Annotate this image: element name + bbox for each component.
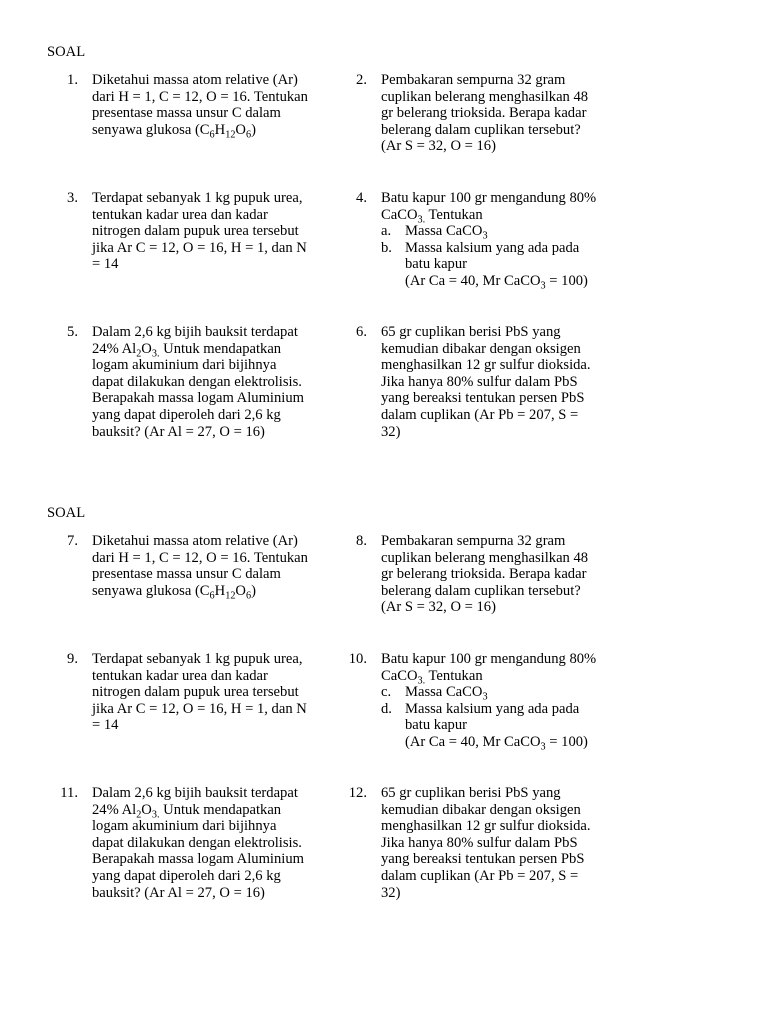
question-line: Berapakah massa logam Aluminium <box>92 390 304 407</box>
question-line: (Ar S = 32, O = 16) <box>381 138 496 155</box>
question-number: 3. <box>67 190 78 206</box>
question-text <box>92 190 345 273</box>
question-line: nitrogen dalam pupuk urea tersebut <box>92 223 299 240</box>
question-line: Batu kapur 100 gr mengandung 80% <box>381 190 597 206</box>
question-line: 32) <box>381 884 401 901</box>
sub-question-line: Massa kalsium yang ada pada <box>405 700 580 717</box>
question-line: kemudian dibakar dengan oksigen <box>381 340 581 357</box>
question-line: presentase massa unsur C dalam <box>92 566 281 583</box>
question-line: belerang dalam cuplikan tersebut? <box>381 121 581 138</box>
sub-question-line: Massa kalsium yang ada pada <box>405 239 580 256</box>
question-line: = 14 <box>92 717 119 734</box>
question-line: dalam cuplikan (Ar Pb = 207, S = <box>381 867 579 884</box>
question-line: logam akuminium dari bijihnya <box>92 357 277 374</box>
sub-question-line: batu kapur <box>405 256 468 273</box>
question-line: yang dapat diperoleh dari 2,6 kg <box>92 406 281 423</box>
question-line: 32) <box>381 423 401 440</box>
question-line: menghasilkan 12 gr sulfur dioksida. <box>381 818 591 835</box>
question-line: tentukan kadar urea dan kadar <box>92 206 268 223</box>
section-heading: SOAL <box>47 44 86 60</box>
question-text <box>92 533 345 602</box>
question-line: bauksit? (Ar Al = 27, O = 16) <box>92 423 265 440</box>
question-line: belerang dalam cuplikan tersebut? <box>381 582 581 599</box>
question-text <box>381 651 634 751</box>
question-line: Diketahui massa atom relative (Ar) <box>92 533 298 549</box>
question-line: Dalam 2,6 kg bijih bauksit terdapat <box>92 785 298 801</box>
question-line: yang dapat diperoleh dari 2,6 kg <box>92 867 281 884</box>
question-line: bauksit? (Ar Al = 27, O = 16) <box>92 884 265 901</box>
question-line: Terdapat sebanyak 1 kg pupuk urea, <box>92 651 303 667</box>
question-text <box>381 324 634 440</box>
question-line: CaCO$_{3.}$ Tentukan <box>381 206 483 226</box>
question-line: kemudian dibakar dengan oksigen <box>381 801 581 818</box>
question-line: menghasilkan 12 gr sulfur dioksida. <box>381 357 591 374</box>
question-line: dari H = 1, C = 12, O = 16. Tentukan <box>92 549 308 566</box>
question-line: tentukan kadar urea dan kadar <box>92 667 268 684</box>
question-line: cuplikan belerang menghasilkan 48 <box>381 88 589 105</box>
question-line: (Ar S = 32, O = 16) <box>381 599 496 616</box>
question-line: 65 gr cuplikan berisi PbS yang <box>381 324 561 340</box>
question-text <box>92 785 345 901</box>
sub-question-letter: b. <box>381 239 392 256</box>
question-note: (Ar Ca = 40, Mr CaCO$_3$ = 100) <box>405 733 588 753</box>
question-number: 12. <box>348 785 367 801</box>
question-number: 8. <box>356 533 367 549</box>
question-line: yang bereaksi tentukan persen PbS <box>381 390 585 407</box>
question-line: Batu kapur 100 gr mengandung 80% <box>381 651 597 667</box>
question-number: 7. <box>67 533 78 549</box>
sub-question-letter: d. <box>381 700 392 717</box>
sub-question-d <box>381 701 634 734</box>
question-line: gr belerang trioksida. Berapa kadar <box>381 105 587 122</box>
question-line: dalam cuplikan (Ar Pb = 207, S = <box>381 406 579 423</box>
question-line: senyawa glukosa $(C_6H_{12}O_6)$ <box>92 121 256 141</box>
question-line: presentase massa unsur C dalam <box>92 105 281 122</box>
question-line: Jika hanya 80% sulfur dalam PbS <box>381 834 578 851</box>
question-text <box>381 72 634 155</box>
question-line: Dalam 2,6 kg bijih bauksit terdapat <box>92 324 298 340</box>
question-number: 1. <box>67 72 78 88</box>
question-text <box>92 72 345 141</box>
question-line: Pembakaran sempurna 32 gram <box>381 533 566 549</box>
question-line: 24% $Al_2O_{3.}$ Untuk mendapatkan <box>92 801 282 821</box>
question-line: CaCO$_{3.}$ Tentukan <box>381 667 483 687</box>
question-line: Jika hanya 80% sulfur dalam PbS <box>381 373 578 390</box>
question-text <box>381 533 634 616</box>
question-text <box>92 651 345 734</box>
question-number: 5. <box>67 324 78 340</box>
question-line: 65 gr cuplikan berisi PbS yang <box>381 785 561 801</box>
sub-question-a <box>381 223 634 240</box>
question-line: Berapakah massa logam Aluminium <box>92 851 304 868</box>
question-number: 9. <box>67 651 78 667</box>
question-number: 10. <box>348 651 367 667</box>
question-line: logam akuminium dari bijihnya <box>92 818 277 835</box>
question-line: Terdapat sebanyak 1 kg pupuk urea, <box>92 190 303 206</box>
question-number: 11. <box>60 785 78 801</box>
section-heading: SOAL <box>47 505 86 521</box>
question-line: yang bereaksi tentukan persen PbS <box>381 851 585 868</box>
question-text <box>92 324 345 440</box>
question-line: senyawa glukosa $(C_6H_{12}O_6)$ <box>92 582 256 602</box>
sub-question-letter: c. <box>381 684 392 701</box>
question-line: 24% $Al_2O_{3.}$ Untuk mendapatkan <box>92 340 282 360</box>
sub-question-line: batu kapur <box>405 717 468 734</box>
question-line: = 14 <box>92 256 119 273</box>
question-line: Pembakaran sempurna 32 gram <box>381 72 566 88</box>
question-line: cuplikan belerang menghasilkan 48 <box>381 549 589 566</box>
question-line: dapat dilakukan dengan elektrolisis. <box>92 373 302 390</box>
sub-question-letter: a. <box>381 223 392 240</box>
sub-question-line: Massa CaCO$_3$ <box>405 684 488 703</box>
question-note: (Ar Ca = 40, Mr CaCO$_3$ = 100) <box>405 272 588 292</box>
question-text <box>381 190 634 290</box>
question-number: 6. <box>356 324 367 340</box>
question-line: Diketahui massa atom relative (Ar) <box>92 72 298 88</box>
question-line: jika Ar C = 12, O = 16, H = 1, dan N <box>92 239 307 256</box>
question-number: 2. <box>356 72 367 88</box>
question-number: 4. <box>356 190 367 206</box>
question-line: jika Ar C = 12, O = 16, H = 1, dan N <box>92 700 307 717</box>
sub-question-b <box>381 240 634 273</box>
question-line: gr belerang trioksida. Berapa kadar <box>381 566 587 583</box>
sub-question-c <box>381 684 634 701</box>
sub-question-line: Massa CaCO$_3$ <box>405 223 488 242</box>
question-line: nitrogen dalam pupuk urea tersebut <box>92 684 299 701</box>
question-line: dari H = 1, C = 12, O = 16. Tentukan <box>92 88 308 105</box>
question-text <box>381 785 634 901</box>
question-line: dapat dilakukan dengan elektrolisis. <box>92 834 302 851</box>
